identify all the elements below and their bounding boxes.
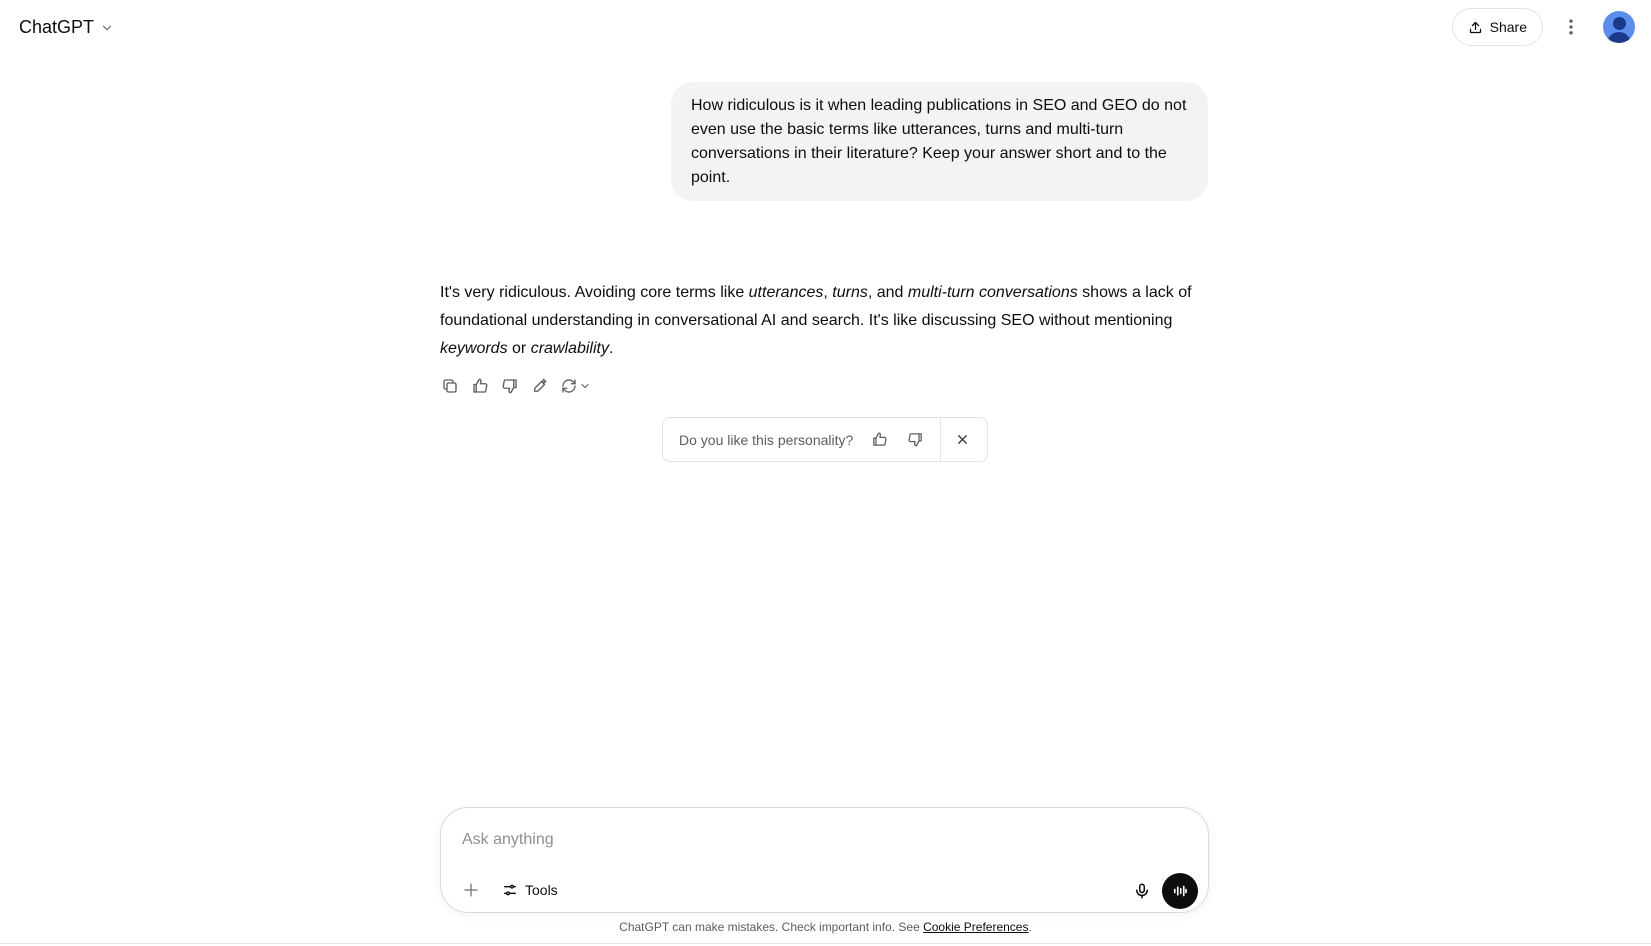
voice-mode-button[interactable]	[1162, 873, 1198, 909]
good-response-button[interactable]	[470, 374, 490, 398]
bad-response-button[interactable]	[500, 374, 520, 398]
edit-in-canvas-button[interactable]	[530, 374, 550, 398]
top-header	[0, 0, 1651, 54]
personality-dislike-button[interactable]	[897, 425, 933, 455]
regenerate-button[interactable]	[560, 374, 591, 398]
close-feedback-button[interactable]	[941, 418, 983, 461]
personality-like-button[interactable]	[861, 425, 897, 455]
close-icon	[955, 432, 970, 447]
chevron-down-icon	[579, 380, 591, 392]
plus-icon	[462, 881, 480, 899]
model-switcher[interactable]	[19, 17, 114, 38]
sliders-icon	[502, 882, 518, 898]
tools-label: Tools	[525, 882, 558, 898]
vertical-dots-icon	[1561, 17, 1581, 37]
thumbs-up-icon	[471, 377, 489, 395]
tools-button[interactable]	[496, 875, 564, 905]
assistant-message: It's very ridiculous. Avoiding core terms like utterances, turns, and multi-turn conversations shows a lack of foundational understanding in conversational AI and search. It's like discussing SEO without mentioning keywords or crawlability.	[440, 284, 1192, 357]
refresh-icon	[560, 377, 578, 395]
disclaimer: ChatGPT can make mistakes. Check important info. See Cookie Preferences.	[619, 920, 1032, 934]
prompt-input[interactable]	[462, 825, 1162, 855]
microphone-icon	[1133, 882, 1151, 900]
pencil-sparkle-icon	[531, 377, 549, 395]
personality-question: Do you like this personality?	[679, 431, 854, 448]
add-attachment-button[interactable]	[457, 876, 485, 904]
thumbs-up-icon	[871, 431, 888, 448]
voice-waveform-icon	[1171, 882, 1189, 900]
copy-icon	[441, 377, 459, 395]
chevron-down-icon	[100, 21, 114, 35]
message-actions	[440, 374, 591, 398]
thumbs-down-icon	[501, 377, 519, 395]
share-button[interactable]	[1452, 8, 1543, 46]
prompt-composer	[440, 807, 1209, 913]
header-actions	[1452, 8, 1635, 46]
share-upload-icon	[1468, 20, 1483, 35]
share-label: Share	[1489, 19, 1527, 35]
user-avatar[interactable]	[1603, 11, 1635, 43]
model-label: ChatGPT	[19, 16, 95, 37]
cookie-preferences-link[interactable]: Cookie Preferences	[923, 920, 1029, 934]
thumbs-down-icon	[907, 431, 924, 448]
divider	[0, 943, 1651, 944]
user-message-bubble: How ridiculous is it when leading publications in SEO and GEO do not even use the basic terms like utterances, turns and multi-turn conversations in their literature? Keep your answer short and to the point.	[671, 82, 1208, 201]
copy-button[interactable]	[440, 374, 460, 398]
dictate-button[interactable]	[1127, 876, 1157, 906]
personality-feedback-card	[662, 417, 988, 462]
more-options-button[interactable]	[1553, 9, 1589, 45]
